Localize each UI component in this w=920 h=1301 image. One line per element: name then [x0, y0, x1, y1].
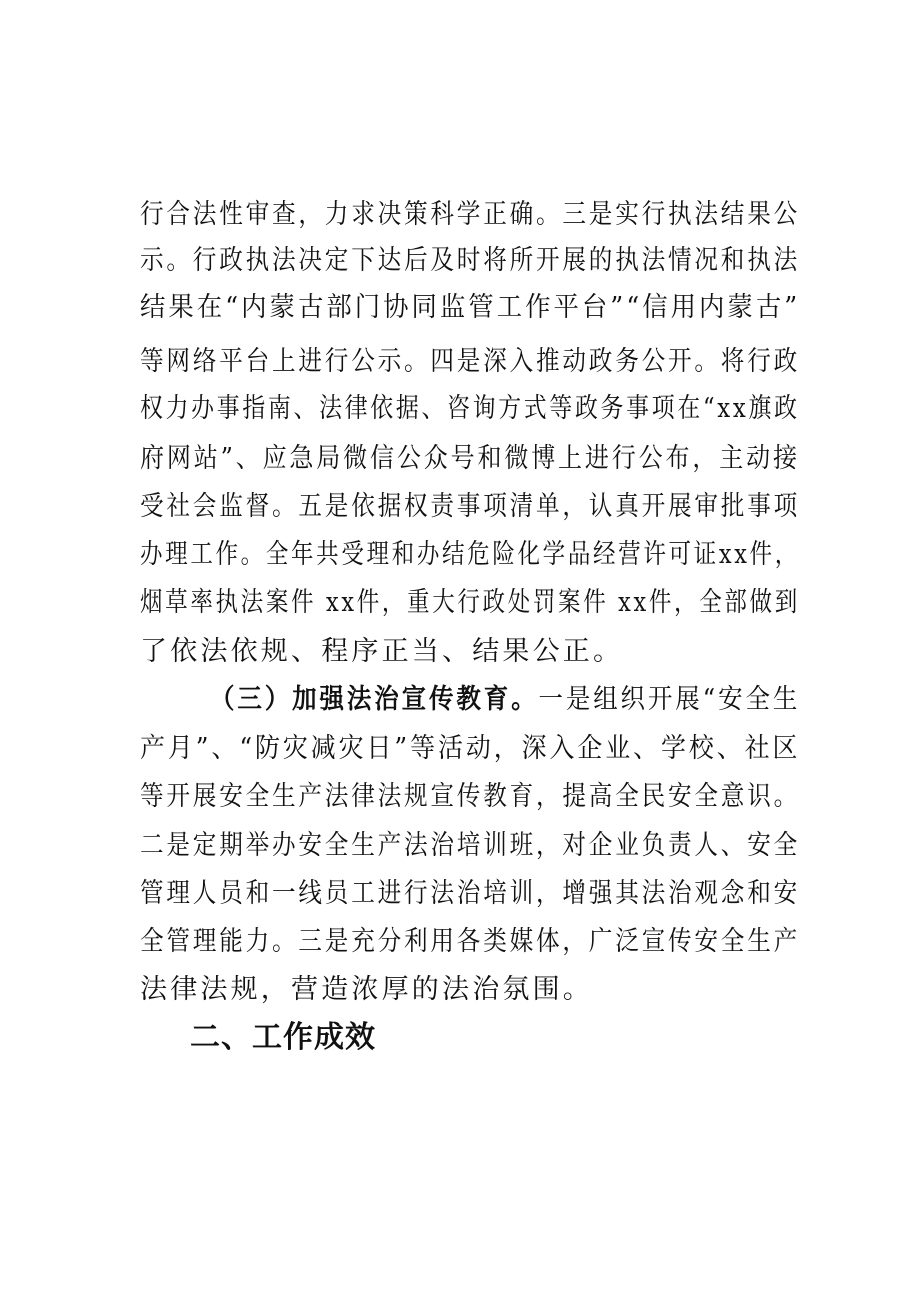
section3-line-7: 法律法规，营造浓厚的法治氛围。 [140, 974, 593, 1005]
body-line-3: 结果在“内蒙古部门协同监管工作平台”“信用内蒙古” [140, 292, 801, 323]
section3-line-2: 产月”、“防灾减灾日”等活动，深入企业、学校、社区 [140, 733, 801, 764]
section3-line-5: 管理人员和一线员工进行法治培训，增强其法治观念和安 [140, 878, 800, 909]
body-line-10: 了依法依规、程序正当、结果公正。 [140, 636, 624, 667]
section3-line-3: 等开展安全生产法律法规宣传教育，提高全民安全意识。 [140, 781, 800, 812]
section3-line-4: 二是定期举办安全生产法治培训班，对企业负责人、安全 [140, 830, 800, 861]
body-line-1: 行合法性审查，力求决策科学正确。三是实行执法结果公 [140, 199, 800, 230]
section3-line-6: 全管理能力。三是充分利用各类媒体，广泛宣传安全生产 [140, 926, 800, 957]
body-line-4: 等网络平台上进行公示。四是深入推动政务公开。将行政 [140, 346, 800, 377]
section3-title: （三）加强法治宣传教育。 [210, 684, 539, 715]
body-line-5: 权力办事指南、法律依据、咨询方式等政务事项在“xx旗政 [140, 393, 800, 424]
section-heading: 二、工作成效 [190, 1020, 376, 1055]
body-line-2: 示。行政执法决定下达后及时将所开展的执法情况和执法 [140, 245, 800, 276]
section3-first-line [210, 682, 800, 718]
body-line-8: 办理工作。全年共受理和办结危险化学品经营许可证xx件， [140, 539, 800, 570]
section3-first-line-rest: 一是组织开展“安全生 [538, 684, 801, 715]
body-line-6: 府网站”、应急局微信公众号和微博上进行公布，主动接 [140, 443, 800, 474]
body-line-9: 烟草率执法案件 xx件，重大行政处罚案件 xx件，全部做到 [140, 587, 800, 618]
body-line-7: 受社会监督。五是依据权责事项清单，认真开展审批事项 [140, 491, 800, 522]
